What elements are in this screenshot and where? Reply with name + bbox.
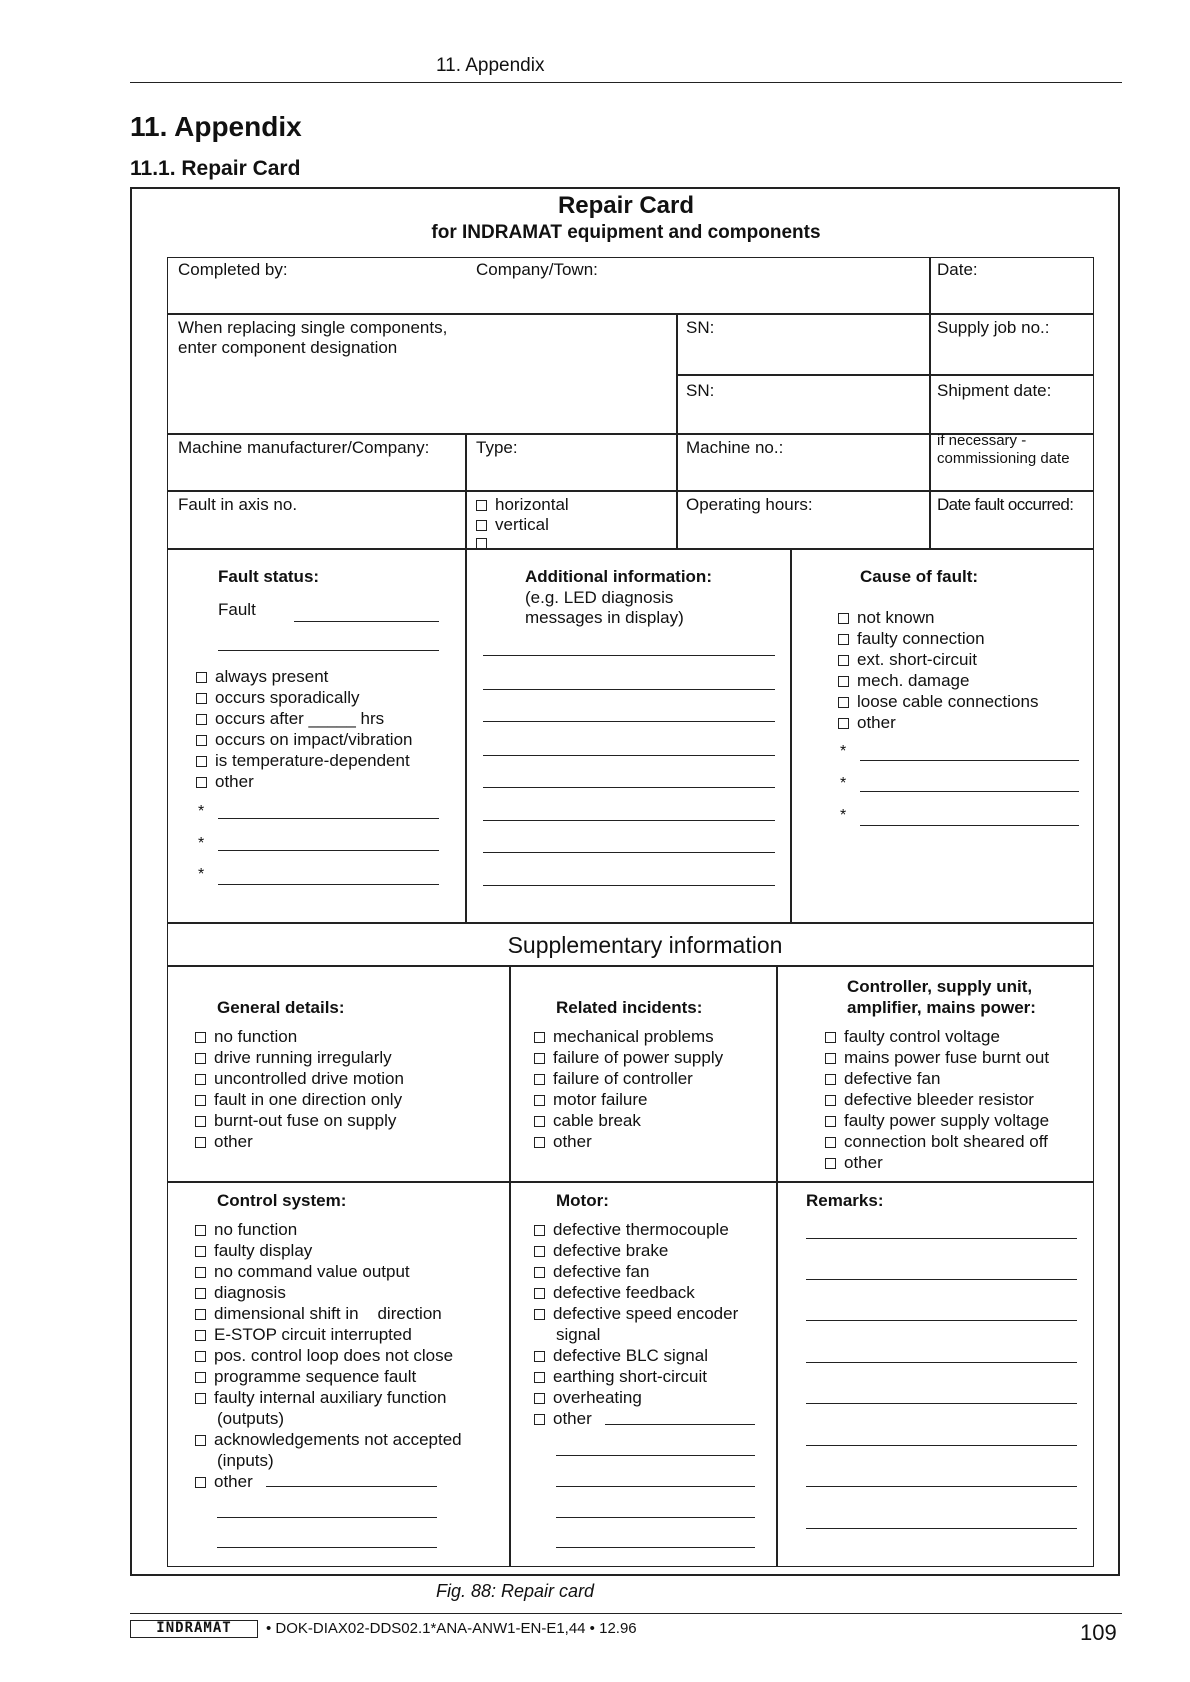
checkbox-icon[interactable] xyxy=(838,697,849,708)
cause-item[interactable]: not known xyxy=(838,607,1038,628)
checkbox-icon[interactable] xyxy=(534,1372,545,1383)
additional-info-line[interactable] xyxy=(483,820,775,821)
chapter-heading: 11. Appendix xyxy=(130,111,302,142)
remarks-line[interactable] xyxy=(806,1279,1077,1280)
fault-other-line[interactable] xyxy=(218,850,439,851)
checkbox-icon[interactable] xyxy=(195,1225,206,1236)
checkbox-icon[interactable] xyxy=(196,714,207,725)
control-item[interactable]: no function xyxy=(195,1219,462,1240)
motor-item-continuation: signal xyxy=(556,1325,601,1344)
motor-item[interactable]: defective BLC signal xyxy=(534,1345,738,1366)
fault-status-title: Fault status: xyxy=(218,567,320,586)
fault-status-item[interactable]: occurs sporadically xyxy=(196,687,412,708)
checkbox-icon[interactable] xyxy=(196,735,207,746)
additional-info-note-2: messages in display) xyxy=(525,608,684,627)
checkbox-icon[interactable] xyxy=(534,1137,545,1148)
checkbox-icon[interactable] xyxy=(195,1435,206,1446)
incident-item[interactable]: other xyxy=(534,1131,723,1152)
fault-axis-label: Fault in axis no. xyxy=(178,495,298,514)
fault-fill-line[interactable] xyxy=(294,621,439,622)
related-incidents-title: Related incidents: xyxy=(556,998,703,1017)
checkbox-icon[interactable] xyxy=(476,500,487,511)
checkbox-icon[interactable] xyxy=(476,520,487,531)
footer-doc-id: • DOK-DIAX02-DDS02.1*ANA-ANW1-EN-E1,44 • 12.96 xyxy=(266,1620,637,1637)
additional-info-title: Additional information: xyxy=(525,567,712,586)
checkbox-icon[interactable] xyxy=(825,1116,836,1127)
checkbox-icon[interactable] xyxy=(825,1137,836,1148)
card-title: Repair Card xyxy=(557,192,695,219)
footer-rule xyxy=(130,1613,1122,1614)
figure-caption: Fig. 88: Repair card xyxy=(436,1581,595,1601)
checkbox-icon[interactable] xyxy=(534,1225,545,1236)
checkbox-icon[interactable] xyxy=(534,1288,545,1299)
checkbox-icon[interactable] xyxy=(534,1053,545,1064)
control-item[interactable]: pos. control loop does not close xyxy=(195,1345,462,1366)
cause-other-line[interactable] xyxy=(860,825,1079,826)
sn1-label: SN: xyxy=(686,318,715,337)
motor-other-line[interactable] xyxy=(556,1455,755,1456)
motor-item[interactable]: overheating xyxy=(534,1387,738,1408)
additional-info-line[interactable] xyxy=(483,885,775,886)
checkbox-icon[interactable] xyxy=(838,634,849,645)
controller-item[interactable]: defective fan xyxy=(825,1068,1049,1089)
additional-info-line[interactable] xyxy=(483,721,775,722)
general-item[interactable]: no function xyxy=(195,1026,404,1047)
control-item[interactable]: diagnosis xyxy=(195,1282,462,1303)
control-item[interactable]: faulty display xyxy=(195,1240,462,1261)
bullet-icon: * xyxy=(198,835,205,852)
checkbox-icon[interactable] xyxy=(534,1116,545,1127)
incident-item[interactable]: mechanical problems xyxy=(534,1026,723,1047)
control-other-line[interactable] xyxy=(217,1547,437,1548)
checkbox-icon[interactable] xyxy=(534,1246,545,1257)
remarks-line[interactable] xyxy=(806,1445,1077,1446)
control-item[interactable]: programme sequence fault xyxy=(195,1366,462,1387)
controller-item[interactable]: defective bleeder resistor xyxy=(825,1089,1049,1110)
incident-item[interactable]: failure of power supply xyxy=(534,1047,723,1068)
section-heading: 11.1. Repair Card xyxy=(130,157,301,180)
additional-info-note-1: (e.g. LED diagnosis xyxy=(525,588,674,607)
fault-status-list xyxy=(196,666,412,792)
checkbox-icon[interactable] xyxy=(825,1032,836,1043)
checkbox-icon[interactable] xyxy=(534,1309,545,1320)
bullet-icon: * xyxy=(198,866,205,883)
checkbox-icon[interactable] xyxy=(195,1330,206,1341)
cause-item[interactable]: ext. short-circuit xyxy=(838,649,1038,670)
remarks-line[interactable] xyxy=(806,1238,1077,1239)
machine-manufacturer-label: Machine manufacturer/Company: xyxy=(178,438,430,457)
general-details-title: General details: xyxy=(217,998,345,1017)
type-label: Type: xyxy=(476,438,518,457)
card-subtitle: for INDRAMAT equipment and components xyxy=(431,222,821,243)
motor-item[interactable]: defective feedback xyxy=(534,1282,738,1303)
vertical-option[interactable]: vertical xyxy=(476,515,549,535)
checkbox-icon[interactable] xyxy=(196,693,207,704)
motor-other-line[interactable] xyxy=(556,1486,755,1487)
controller-list xyxy=(825,1026,1049,1173)
checkbox-icon[interactable] xyxy=(195,1372,206,1383)
general-item[interactable]: uncontrolled drive motion xyxy=(195,1068,404,1089)
control-item-continuation: (outputs) xyxy=(217,1409,285,1428)
indramat-logo: INDRAMAT xyxy=(130,1620,258,1638)
bullet-icon: * xyxy=(840,775,847,792)
general-item[interactable]: other xyxy=(195,1131,404,1152)
control-item[interactable]: acknowledgements not accepted xyxy=(195,1429,462,1450)
fault-status-item[interactable]: occurs on impact/vibration xyxy=(196,729,412,750)
remarks-line[interactable] xyxy=(806,1320,1077,1321)
control-item[interactable]: faulty internal auxiliary function xyxy=(195,1387,462,1408)
supply-job-label: Supply job no.: xyxy=(937,318,1050,337)
checkbox-icon[interactable] xyxy=(195,1288,206,1299)
motor-other-line[interactable] xyxy=(556,1517,755,1518)
checkbox-icon[interactable] xyxy=(195,1477,206,1488)
fault-status-item[interactable]: occurs after _____ hrs xyxy=(196,708,412,729)
checkbox-icon[interactable] xyxy=(534,1414,545,1425)
date-label: Date: xyxy=(937,260,978,279)
incident-item[interactable]: motor failure xyxy=(534,1089,723,1110)
replacing-label-1: When replacing single components, xyxy=(178,318,448,337)
company-town-label: Company/Town: xyxy=(476,260,598,279)
additional-info-line[interactable] xyxy=(483,655,775,656)
motor-item[interactable]: earthing short-circuit xyxy=(534,1366,738,1387)
controller-item[interactable]: connection bolt sheared off xyxy=(825,1131,1049,1152)
cause-item[interactable]: faulty connection xyxy=(838,628,1038,649)
motor-item[interactable]: other xyxy=(534,1408,738,1429)
page-number: 109 xyxy=(1080,1620,1117,1645)
sn2-label: SN: xyxy=(686,381,715,400)
controller-title-1: Controller, supply unit, xyxy=(847,977,1033,996)
fault-other-line[interactable] xyxy=(218,884,439,885)
bullet-icon: * xyxy=(840,807,847,824)
incident-item[interactable]: failure of controller xyxy=(534,1068,723,1089)
checkbox-icon[interactable] xyxy=(825,1053,836,1064)
additional-info-line[interactable] xyxy=(483,689,775,690)
motor-item[interactable]: defective speed encoder xyxy=(534,1303,738,1324)
motor-other-line[interactable] xyxy=(605,1424,755,1425)
general-details-list xyxy=(195,1026,404,1152)
replacing-label-2: enter component designation xyxy=(178,338,398,357)
fault-status-item[interactable]: is temperature-dependent xyxy=(196,750,412,771)
related-incidents-list xyxy=(534,1026,723,1152)
checkbox-icon[interactable] xyxy=(195,1137,206,1148)
checkbox-icon[interactable] xyxy=(534,1393,545,1404)
checkbox-icon[interactable] xyxy=(825,1074,836,1085)
checkbox-icon[interactable] xyxy=(195,1393,206,1404)
remarks-line[interactable] xyxy=(806,1403,1077,1404)
commissioning-label-2: commissioning date xyxy=(937,450,1070,467)
checkbox-icon[interactable] xyxy=(195,1095,206,1106)
incident-item[interactable]: cable break xyxy=(534,1110,723,1131)
remarks-line[interactable] xyxy=(806,1362,1077,1363)
bullet-icon: * xyxy=(840,743,847,760)
shipment-date-label: Shipment date: xyxy=(937,381,1052,400)
checkbox-icon[interactable] xyxy=(195,1309,206,1320)
controller-item[interactable]: mains power fuse burnt out xyxy=(825,1047,1049,1068)
checkbox-icon[interactable] xyxy=(195,1267,206,1278)
control-item[interactable]: no command value output xyxy=(195,1261,462,1282)
checkbox-icon[interactable] xyxy=(195,1053,206,1064)
checkbox-icon[interactable] xyxy=(838,718,849,729)
cause-item[interactable]: loose cable connections xyxy=(838,691,1038,712)
machine-no-label: Machine no.: xyxy=(686,438,784,457)
fault-status-item[interactable]: other xyxy=(196,771,412,792)
supplementary-title: Supplementary information xyxy=(507,932,783,958)
checkbox-icon[interactable] xyxy=(195,1246,206,1257)
checkbox-icon[interactable] xyxy=(534,1032,545,1043)
control-item[interactable]: other xyxy=(195,1471,462,1492)
cause-of-fault-panel xyxy=(790,548,1094,924)
checkbox-icon[interactable] xyxy=(825,1095,836,1106)
additional-info-line[interactable] xyxy=(483,787,775,788)
commissioning-label-1: if necessary - xyxy=(937,432,1027,449)
checkbox-icon[interactable] xyxy=(196,672,207,683)
cause-of-fault-title: Cause of fault: xyxy=(860,567,979,586)
checkbox-icon[interactable] xyxy=(534,1351,545,1362)
fault-fill-line[interactable] xyxy=(218,650,439,651)
fault-status-item[interactable]: always present xyxy=(196,666,412,687)
control-item-continuation: (inputs) xyxy=(217,1451,274,1470)
controller-title-2: amplifier, mains power: xyxy=(847,998,1036,1017)
checkbox-icon[interactable] xyxy=(196,756,207,767)
additional-info-line[interactable] xyxy=(483,852,775,853)
checkbox-icon[interactable] xyxy=(838,613,849,624)
checkbox-icon[interactable] xyxy=(825,1158,836,1169)
remarks-line[interactable] xyxy=(806,1486,1077,1487)
remarks-line[interactable] xyxy=(806,1528,1077,1529)
bullet-icon: * xyxy=(198,803,205,820)
checkbox-icon[interactable] xyxy=(195,1116,206,1127)
control-system-title: Control system: xyxy=(217,1191,347,1210)
checkbox-icon[interactable] xyxy=(195,1351,206,1362)
horizontal-option[interactable]: horizontal xyxy=(476,495,569,515)
motor-item[interactable]: defective thermocouple xyxy=(534,1219,738,1240)
motor-list xyxy=(534,1219,738,1429)
general-item[interactable]: fault in one direction only xyxy=(195,1089,404,1110)
motor-other-line[interactable] xyxy=(556,1547,755,1548)
checkbox-icon[interactable] xyxy=(195,1032,206,1043)
completed-by-label: Completed by: xyxy=(178,260,288,279)
running-header: 11. Appendix xyxy=(436,55,545,76)
operating-hours-label: Operating hours: xyxy=(686,495,813,514)
header-rule xyxy=(130,82,1122,83)
checkbox-icon[interactable] xyxy=(534,1267,545,1278)
checkbox-icon[interactable] xyxy=(534,1095,545,1106)
general-item[interactable]: drive running irregularly xyxy=(195,1047,404,1068)
checkbox-icon[interactable] xyxy=(838,676,849,687)
checkbox-icon[interactable] xyxy=(196,777,207,788)
checkbox-icon[interactable] xyxy=(838,655,849,666)
motor-item[interactable]: defective brake xyxy=(534,1240,738,1261)
motor-item[interactable]: defective fan xyxy=(534,1261,738,1282)
remarks-title: Remarks: xyxy=(806,1191,884,1210)
controller-item[interactable]: faulty power supply voltage xyxy=(825,1110,1049,1131)
control-item[interactable]: dimensional shift in direction xyxy=(195,1303,462,1324)
control-other-line[interactable] xyxy=(266,1486,437,1487)
additional-info-line[interactable] xyxy=(483,755,775,756)
general-item[interactable]: burnt-out fuse on supply xyxy=(195,1110,404,1131)
control-other-line[interactable] xyxy=(217,1517,437,1518)
controller-item[interactable]: faulty control voltage xyxy=(825,1026,1049,1047)
control-item[interactable]: E-STOP circuit interrupted xyxy=(195,1324,462,1345)
cause-item[interactable]: mech. damage xyxy=(838,670,1038,691)
checkbox-icon[interactable] xyxy=(534,1074,545,1085)
date-fault-label: Date fault occurred: xyxy=(937,495,1074,514)
fault-label: Fault xyxy=(218,600,256,619)
cause-other-line[interactable] xyxy=(860,760,1079,761)
fault-other-line[interactable] xyxy=(218,818,439,819)
controller-item[interactable]: other xyxy=(825,1152,1049,1173)
checkbox-icon[interactable] xyxy=(195,1074,206,1085)
cause-other-line[interactable] xyxy=(860,791,1079,792)
motor-title: Motor: xyxy=(556,1191,609,1210)
cause-of-fault-list xyxy=(838,607,1038,733)
control-system-list xyxy=(195,1219,462,1492)
cause-item[interactable]: other xyxy=(838,712,1038,733)
